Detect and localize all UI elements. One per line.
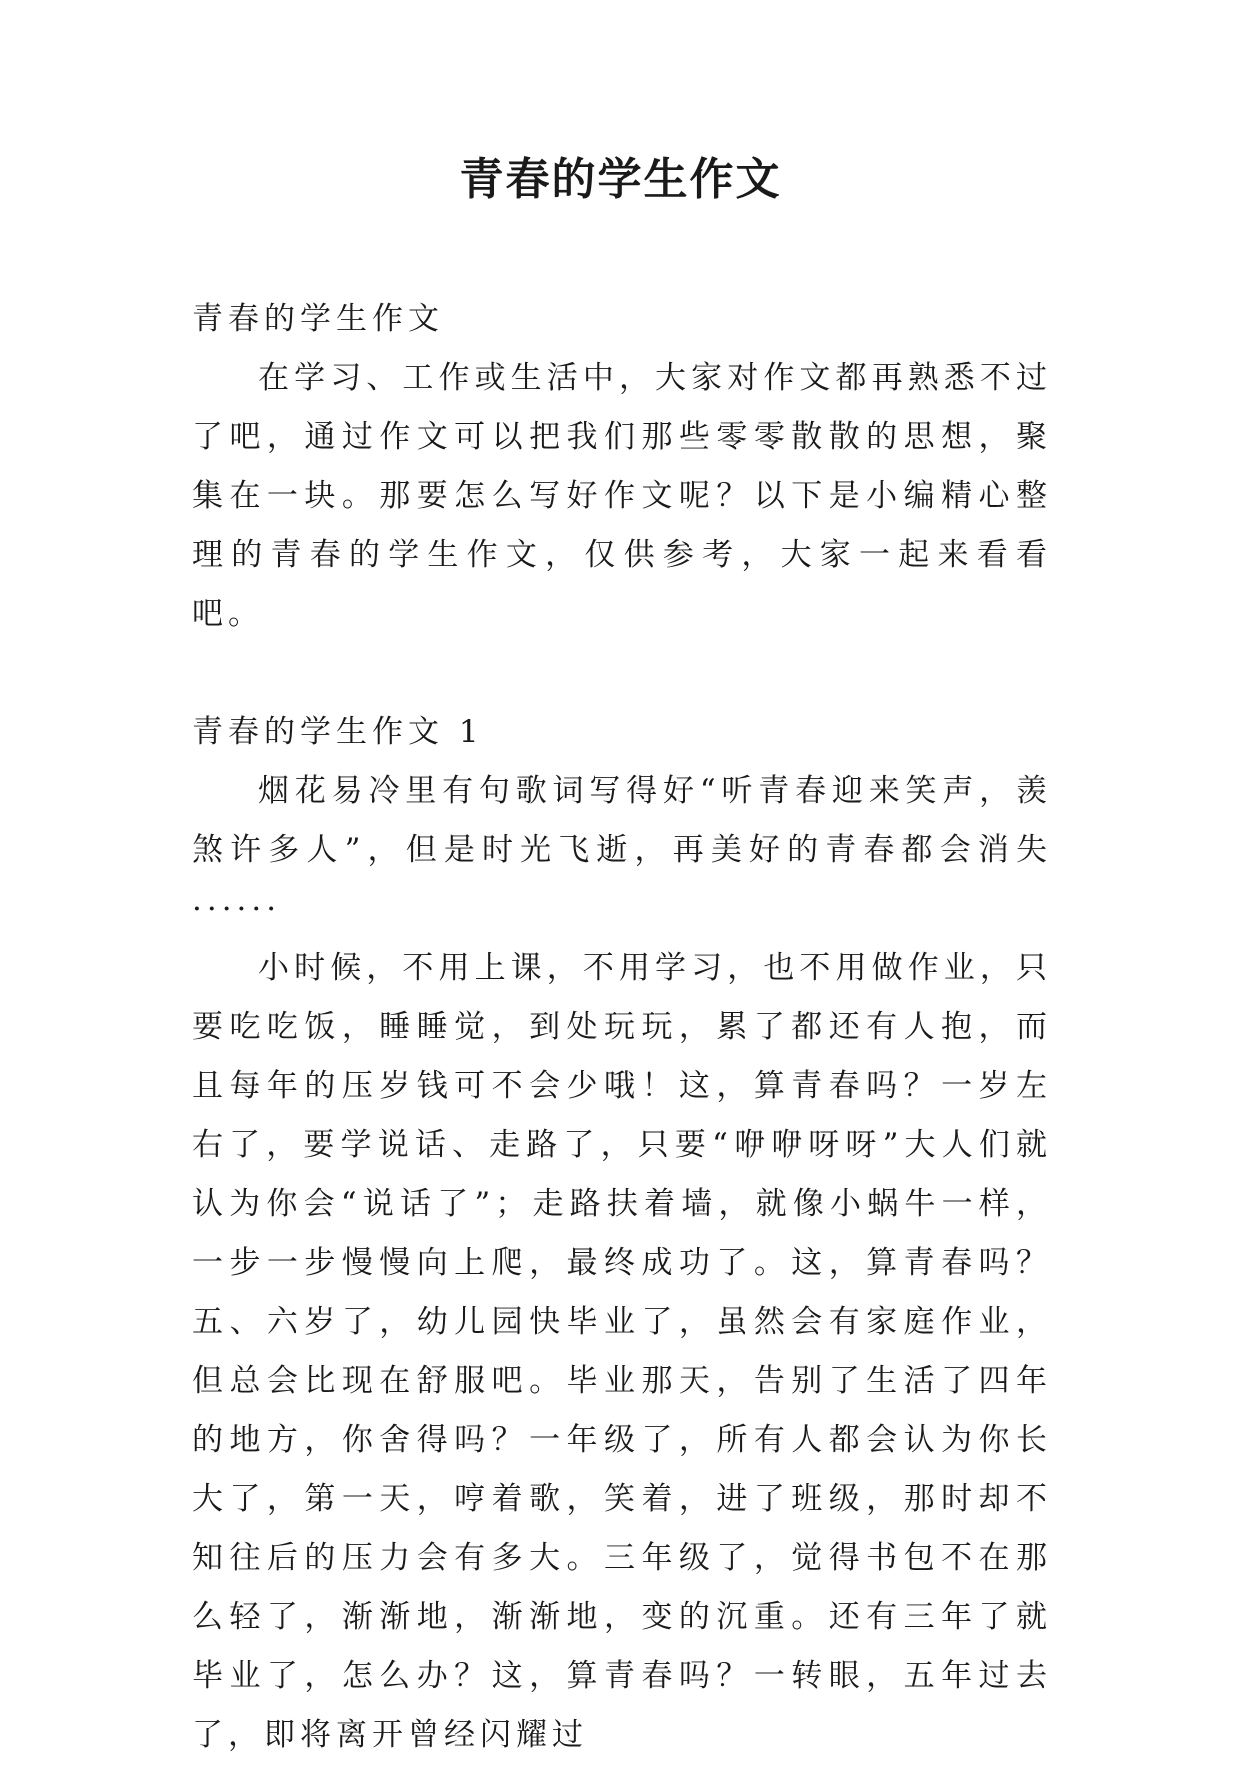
intro-paragraph: 在学习、工作或生活中，大家对作文都再熟悉不过了吧，通过作文可以把我们那些零零散散的思想，聚集在一块。那要怎么写好作文呢？以下是小编精心整理的青春的学生作文，仅供参考，大家一起来看看吧。 [192, 360, 1052, 632]
paragraph-spacer [192, 644, 1052, 703]
section-heading: 青春的学生作文 1 [192, 714, 484, 750]
essay-paragraph-1: 烟花易冷里有句歌词写得好“听青春迎来笑声，羡煞许多人”，但是时光飞逝，再美好的青春都会消失······ [192, 773, 1052, 927]
intro-heading: 青春的学生作文 [192, 301, 444, 337]
document-title: 青春的学生作文 [459, 154, 782, 205]
document-body [192, 290, 1052, 1765]
essay-paragraph-2: 小时候，不用上课，不用学习，也不用做作业，只要吃吃饭，睡睡觉，到处玩玩，累了都还有人抱，而且每年的压岁钱可不会少哦！这，算青春吗？一岁左右了，要学说话、走路了，只要“咿咿呀呀”大人们就认为你会“说话了”；走路扶着墙，就像小蜗牛一样，一步一步慢慢向上爬，最终成功了。这，算青春吗？五、六岁了，幼儿园快毕业了，虽然会有家庭作业，但总会比现在舒服吧。毕业那天，告别了生活了四年的地方，你舍得吗？一年级了，所有人都会认为你长大了，第一天，哼着歌，笑着，进了班级，那时却不知往后的压力会有多大。三年级了，觉得书包不在那么轻了，渐渐地，渐渐地，变的沉重。还有三年了就毕业了，怎么办？这，算青春吗？一转眼，五年过去了，即将离开曾经闪耀过 [192, 950, 1052, 1753]
